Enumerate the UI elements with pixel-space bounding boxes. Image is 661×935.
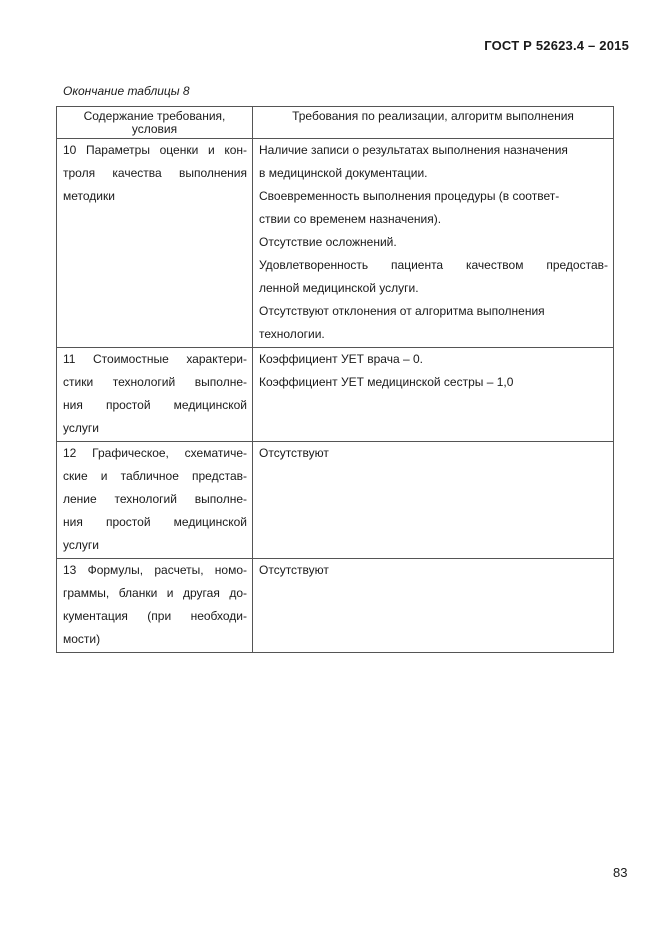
condition-line: ния простой медицинской [63, 515, 247, 529]
column-header-condition: Содержание требования, условия [57, 107, 253, 139]
requirement-line: ленной медицинской услуги. [259, 281, 419, 295]
condition-cell [57, 348, 253, 442]
requirement-line: Отсутствие осложнений. [259, 235, 397, 249]
table-row [57, 139, 614, 348]
condition-line: ния простой медицинской [63, 398, 247, 412]
requirement-line: Отсутствуют отклонения от алгоритма выполнения [259, 304, 545, 318]
requirement-line: Коэффициент УЕТ медицинской сестры – 1,0 [259, 375, 514, 389]
requirement-line: Коэффициент УЕТ врача – 0. [259, 352, 423, 366]
condition-line: 10 Параметры оценки и кон- [63, 143, 247, 157]
condition-line: ление технологий выполне- [63, 492, 247, 506]
requirement-cell [253, 348, 614, 442]
document-standard-header: ГОСТ Р 52623.4 – 2015 [484, 38, 629, 53]
condition-line: услуги [63, 421, 99, 435]
requirements-table [56, 106, 614, 653]
condition-cell [57, 559, 253, 653]
requirement-cell [253, 442, 614, 559]
requirement-line: Отсутствуют [259, 563, 329, 577]
requirement-line: технологии. [259, 327, 325, 341]
table-caption: Окончание таблицы 8 [63, 84, 190, 98]
table-header-row [57, 107, 614, 139]
condition-line: 12 Графическое, схематиче- [63, 446, 247, 460]
condition-line: 11 Стоимостные характери- [63, 352, 247, 366]
table-row [57, 559, 614, 653]
requirement-line: Своевременность выполнения процедуры (в соответ- [259, 189, 560, 203]
condition-line: троля качества выполнения [63, 166, 247, 180]
condition-line: 13 Формулы, расчеты, номо- [63, 563, 247, 577]
condition-line: ские и табличное представ- [63, 469, 247, 483]
requirement-line: в медицинской документации. [259, 166, 428, 180]
requirement-cell [253, 139, 614, 348]
requirement-line: Наличие записи о результатах выполнения назначения [259, 143, 568, 157]
table-row [57, 348, 614, 442]
column-header-requirements: Требования по реализации, алгоритм выполнения [253, 107, 614, 139]
table-row [57, 442, 614, 559]
condition-cell [57, 139, 253, 348]
page-number: 83 [613, 865, 628, 880]
condition-line: методики [63, 189, 115, 203]
condition-line: мости) [63, 632, 101, 646]
requirement-line: Отсутствуют [259, 446, 329, 460]
condition-line: кументация (при необходи- [63, 609, 247, 623]
requirement-line: ствии со временем назначения). [259, 212, 442, 226]
condition-line: стики технологий выполне- [63, 375, 247, 389]
condition-line: граммы, бланки и другая до- [63, 586, 247, 600]
condition-cell [57, 442, 253, 559]
requirement-line: Удовлетворенность пациента качеством предостав- [259, 258, 608, 272]
condition-line: услуги [63, 538, 99, 552]
requirement-cell [253, 559, 614, 653]
